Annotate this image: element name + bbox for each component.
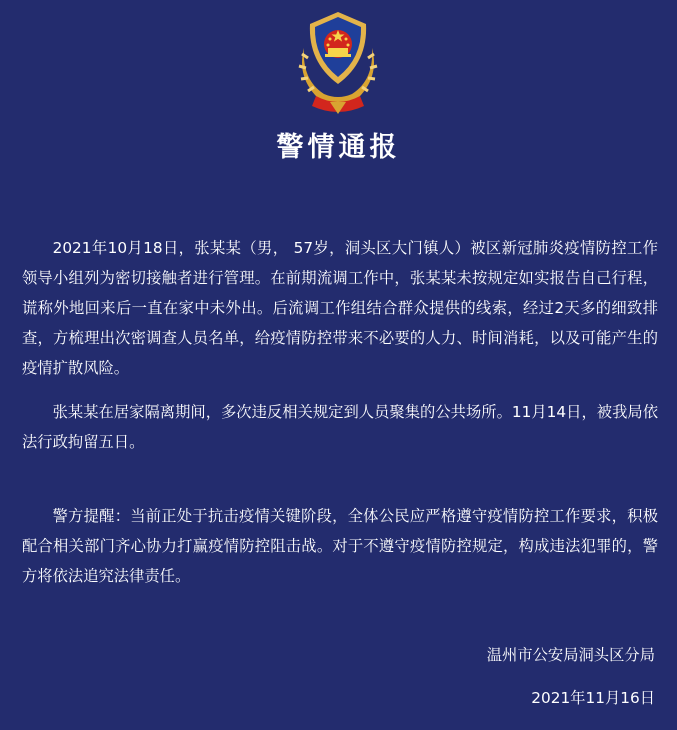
signature-org: 温州市公安局洞头区分局	[486, 646, 655, 664]
paragraph-incident: 2021年10月18日，张某某（男， 57岁，洞头区大门镇人）被区新冠肺炎疫情防控工作领导小组列为密切接触者进行管理。在前期流调工作中，张某某未按规定如实报告自己行程，谎称外地回来后一直在家中未外出。后流调工作组结合群众提供的线索，经过2天多的细致排查，方梳理出次密调查人员名单，给疫情防控带来不必要的人力、时间消耗，以及可能产生的疫情扩散风险。	[22, 239, 658, 378]
paragraph-penalty: 张某某在居家隔离期间，多次违反相关规定到人员聚集的公共场所。11月14日，被我局依法行政拘留五日。	[22, 403, 658, 452]
page-title: 警情通报	[276, 132, 401, 163]
signature-date: 2021年11月16日	[531, 689, 655, 707]
police-emblem-icon	[290, 8, 386, 114]
paragraph-warning: 警方提醒：当前正处于抗击疫情关键阶段，全体公民应严格遵守疫情防控工作要求，积极配合相关部门齐心协力打赢疫情防控阻击战。对于不遵守疫情防控规定，构成违法犯罪的，警方将依法追究法律责任。	[22, 507, 658, 586]
